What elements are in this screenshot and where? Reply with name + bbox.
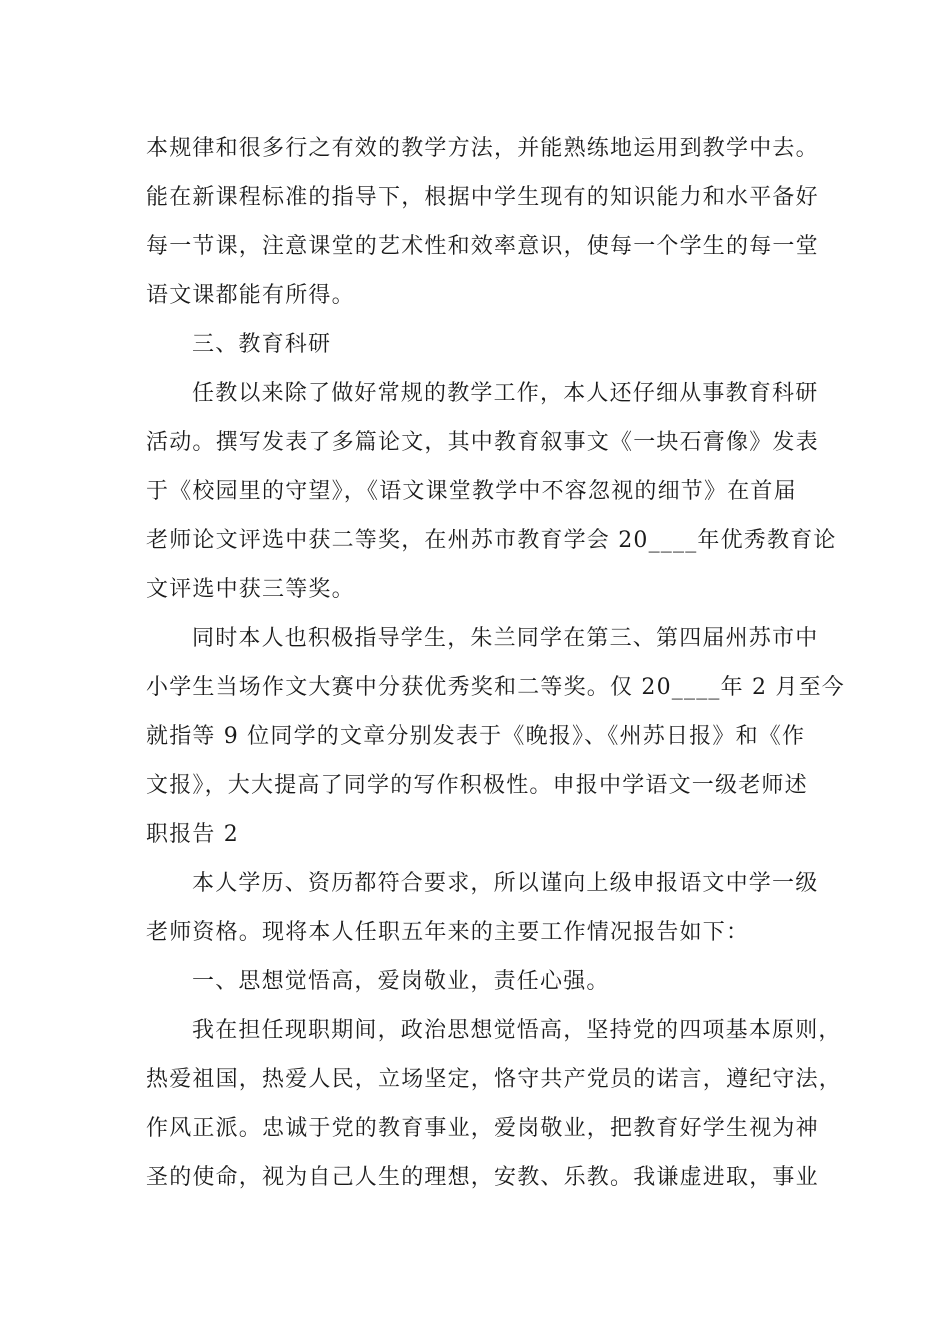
- text-line: 活动。撰写发表了多篇论文，其中教育叙事文《一块石膏像》发表: [146, 430, 819, 455]
- text-line: 能在新课程标准的指导下，根据中学生现有的知识能力和水平备好: [146, 185, 819, 210]
- text-line: 于《校园里的守望》，《语文课堂教学中不容忽视的细节》在首届: [146, 479, 797, 504]
- text-line: 同时本人也积极指导学生，朱兰同学在第三、第四届州苏市中: [192, 626, 819, 651]
- text-line: 职报告 2: [146, 822, 239, 847]
- text-line: 文报》，大大提高了同学的写作积极性。申报中学语文一级老师述: [146, 773, 808, 798]
- text-line: 作风正派。忠诚于党的教育事业，爱岗敬业，把教育好学生视为神: [146, 1116, 819, 1141]
- section-heading: 三、教育科研: [192, 332, 332, 357]
- text-line: 圣的使命，视为自己人生的理想，安教、乐教。我谦虚进取，事业: [146, 1165, 819, 1190]
- text-line: 小学生当场作文大赛中分获优秀奖和二等奖。仅 20____年 2 月至今: [146, 675, 845, 700]
- text-line: 就指等 9 位同学的文章分别发表于《晚报》、《州苏日报》和《作: [146, 724, 806, 749]
- text-line: 文评选中获三等奖。: [146, 577, 355, 602]
- text-line: 本规律和很多行之有效的教学方法，并能熟练地运用到教学中去。: [146, 136, 819, 161]
- text-line: 每一节课，注意课堂的艺术性和效率意识，使每一个学生的每一堂: [146, 234, 819, 259]
- text-line: 老师资格。现将本人任职五年来的主要工作情况报告如下：: [146, 920, 750, 945]
- text-line: 任教以来除了做好常规的教学工作，本人还仔细从事教育科研: [192, 381, 819, 406]
- document-body: [146, 124, 845, 1202]
- text-line: 老师论文评选中获二等奖，在州苏市教育学会 20____年优秀教育论: [146, 528, 837, 553]
- section-heading: 一、思想觉悟高，爱岗敬业，责任心强。: [192, 969, 610, 994]
- text-line: 本人学历、资历都符合要求，所以谨向上级申报语文中学一级: [192, 871, 819, 896]
- text-line: 热爱祖国，热爱人民，立场坚定，恪守共产党员的诺言，遵纪守法，: [146, 1067, 843, 1092]
- text-line: 我在担任现职期间，政治思想觉悟高，坚持党的四项基本原则，: [192, 1018, 842, 1043]
- text-line: 语文课都能有所得。: [146, 283, 355, 308]
